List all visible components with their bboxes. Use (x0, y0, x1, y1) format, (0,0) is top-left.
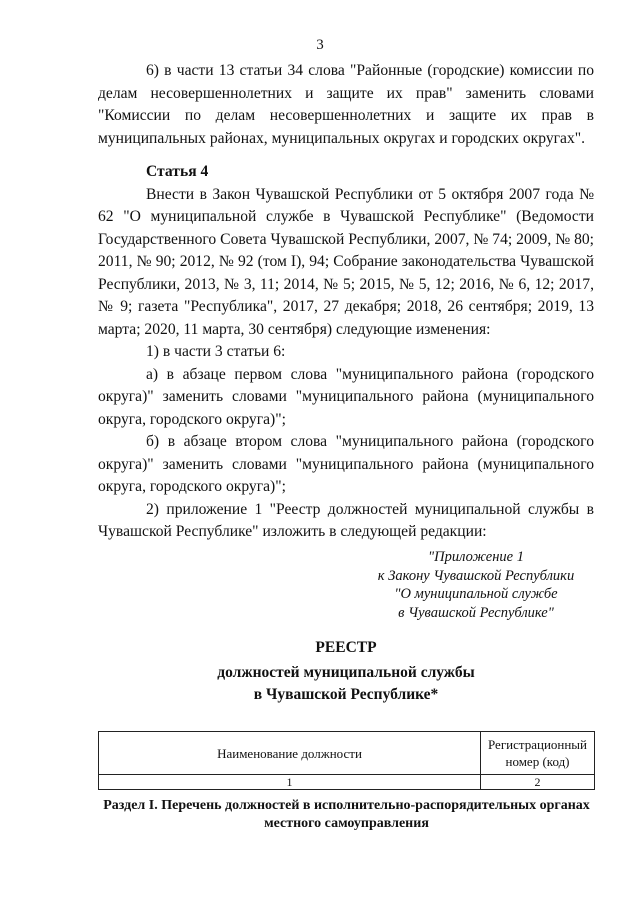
table-column-number-row (99, 775, 595, 790)
article-paragraph-intro: Внести в Закон Чувашской Республики от 5 октября 2007 года № 62 "О муниципальной службе в Чувашской Республике" (Ведомости Государственного Совета Чувашской Республики, 2007, № 74; 2009, № 80; 2011, № 90; 2012, № 92 (том I), 94; Собрание законодательства Чувашской Республики, 2013, № 3, 11; 2014, № 5; 2015, № 5, 12; 2016, № 6, 12; 2017, № 9; газета "Республика", 2017, 27 декабря; 2018, 26 сентября; 2019, 13 марта; 2020, 11 марта, 30 сентября) следующие изменения: (98, 185, 594, 338)
appendix-note-line: "О муниципальной службе (394, 586, 558, 602)
article-paragraph-item-2: 2) приложение 1 "Реестр должностей муниципальной службы в Чувашской Республике" изложить в следующей редакции: (98, 500, 594, 540)
amendment-item-6-block (98, 60, 594, 150)
appendix-note-line: "Приложение 1 (428, 549, 524, 565)
appendix-note (356, 548, 596, 622)
registry-table (98, 731, 595, 790)
table-column-number: 1 (99, 775, 481, 790)
table-column-number: 2 (481, 775, 595, 790)
registry-title-block (98, 637, 594, 707)
article-heading: Статья 4 (146, 163, 209, 180)
registry-subtitle-line-2: в Чувашской Республике* (253, 686, 439, 703)
page-number: 3 (316, 37, 324, 53)
registry-subtitle-line-1: должностей муниципальной службы (217, 663, 475, 681)
article-4-block (98, 161, 594, 544)
appendix-note-line: в Чувашской Республике" (398, 604, 554, 621)
table-header-registration-number: Регистрационный номер (код) (481, 732, 595, 775)
appendix-note-line: к Закону Чувашской Республики (377, 567, 575, 584)
table-header-row (99, 732, 595, 775)
article-paragraph-item-b: б) в абзаце втором слова "муниципального района (городского округа)" заменить словами "муниципального района (муниципального округа, городского округа)"; (98, 433, 594, 495)
article-paragraph-item-1: 1) в части 3 статьи 6: (146, 343, 286, 360)
amendment-item-6: 6) в части 13 статьи 34 слова "Районные (городские) комиссии по делам несовершеннолетних и защите их прав" заменить словами "Комиссии по делам несовершеннолетних и защите их прав в муниципальных районах, муниципальных округах и городских округах". (98, 62, 594, 147)
section-1-heading: Раздел I. Перечень должностей в исполнительно-распорядительных органах местного самоуправления (103, 798, 590, 831)
article-paragraph-item-a: а) в абзаце первом слова "муниципального района (городского округа)" заменить словами "муниципального района (муниципального округа, городского округа)"; (98, 365, 594, 428)
table-header-position-name: Наименование должности (99, 732, 481, 775)
registry-title: РЕЕСТР (315, 639, 377, 656)
